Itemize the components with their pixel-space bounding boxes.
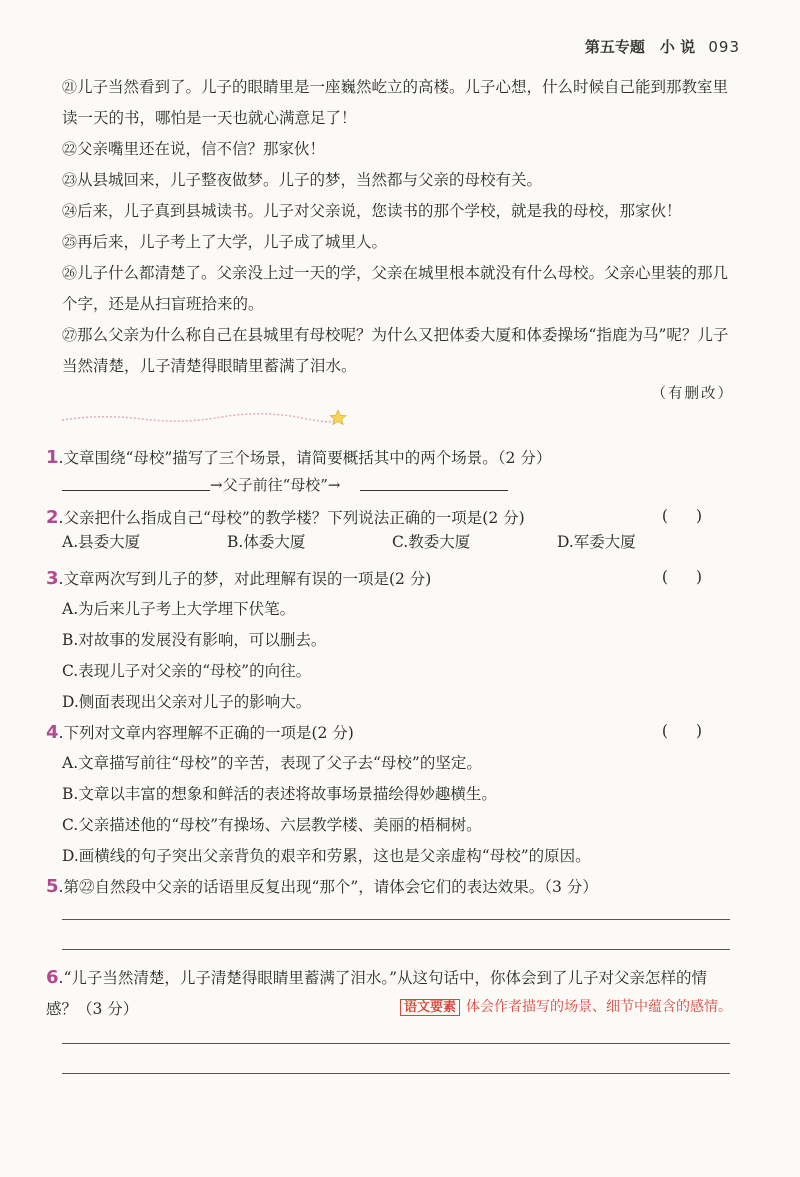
option-d[interactable]: D.画横线的句子突出父亲背负的艰辛和劳累，这也是父亲虚构“母校”的原因。 bbox=[62, 847, 591, 865]
option-d[interactable]: D.侧面表现出父亲对儿子的影响大。 bbox=[62, 693, 312, 711]
answer-line[interactable] bbox=[62, 1073, 730, 1074]
paragraph-text: 后来，儿子真到县城读书。儿子对父亲说，您读书的那个学校，就是我的母校，那家伙！ bbox=[77, 202, 682, 220]
question-number: 6 bbox=[46, 967, 59, 988]
option-c[interactable]: C.表现儿子对父亲的“母校”的向往。 bbox=[62, 662, 312, 680]
answer-paren[interactable]: () bbox=[661, 568, 730, 586]
paragraph-mark: ㉖ bbox=[62, 264, 78, 282]
passage-paragraph-24 bbox=[62, 196, 738, 227]
section-title: 第五专题 小 说 bbox=[584, 38, 696, 56]
answer-blank[interactable] bbox=[62, 490, 210, 491]
option-b[interactable]: B.文章以丰富的想象和鲜活的表述将故事场景描绘得妙趣横生。 bbox=[62, 785, 497, 803]
question-text: .第㉒自然段中父亲的话语里反复出现“那个”，请体会它们的表达效果。（3 分） bbox=[58, 878, 598, 896]
answer-paren[interactable]: () bbox=[661, 507, 730, 525]
tip-text: 体会作者描写的场景、细节中蕴含的感情。 bbox=[466, 999, 732, 1015]
option-b[interactable]: B.对故事的发展没有影响，可以删去。 bbox=[62, 631, 327, 649]
passage-paragraph-26 bbox=[62, 258, 738, 320]
paragraph-mark: ㉑ bbox=[62, 78, 78, 96]
paragraph-mark: ㉗ bbox=[62, 326, 78, 344]
passage-paragraph-21 bbox=[62, 72, 738, 134]
source-note: （有删改） bbox=[651, 386, 734, 402]
decorative-divider bbox=[62, 408, 352, 428]
option-a[interactable]: A.县委大厦 bbox=[62, 533, 141, 551]
question-number: 5 bbox=[46, 876, 59, 897]
passage-paragraph-25 bbox=[62, 227, 738, 258]
paragraph-text: 再后来，儿子考上了大学，儿子成了城里人。 bbox=[77, 233, 388, 251]
answer-line[interactable] bbox=[62, 919, 730, 920]
question-text: .文章围绕“母校”描写了三个场景，请简要概括其中的两个场景。（2 分） bbox=[58, 449, 552, 467]
paragraph-text: 儿子当然看到了。儿子的眼睛里是一座巍然屹立的高楼。儿子心想，什么时候自己能到那教室里读一天的书，哪怕是一天也就心满意足了！ bbox=[62, 78, 729, 127]
paragraph-text: 那么父亲为什么称自己在县城里有母校呢？为什么又把体委大厦和体委操场“指鹿为马”呢？儿子当然清楚，儿子清楚得眼睛里蓄满了泪水。 bbox=[62, 326, 729, 375]
star-icon bbox=[330, 410, 346, 425]
option-a[interactable]: A.文章描写前往“母校”的辛苦，表现了父子去“母校”的坚定。 bbox=[62, 754, 482, 772]
paragraph-mark: ㉔ bbox=[62, 202, 78, 220]
tip-tag: 语文要素 bbox=[400, 999, 460, 1016]
passage-paragraph-22 bbox=[62, 134, 738, 165]
answer-line[interactable] bbox=[62, 949, 730, 950]
option-c[interactable]: C.父亲描述他的“母校”有操场、六层教学楼、美丽的梧桐树。 bbox=[62, 816, 482, 834]
question-3 bbox=[46, 563, 736, 595]
paragraph-mark: ㉓ bbox=[62, 171, 78, 189]
question-text: .父亲把什么指成自己“母校”的教学楼？下列说法正确的一项是(2 分) bbox=[58, 509, 525, 527]
question-text: .下列对文章内容理解不正确的一项是(2 分) bbox=[58, 724, 354, 742]
paragraph-text: 儿子什么都清楚了。父亲没上过一天的学，父亲在城里根本就没有什么母校。父亲心里装的那几个字，还是从扫盲班拾来的。 bbox=[62, 264, 729, 313]
option-d[interactable]: D.军委大厦 bbox=[557, 533, 636, 551]
question-1 bbox=[46, 442, 736, 474]
option-c[interactable]: C.教委大厦 bbox=[392, 533, 471, 551]
question-5 bbox=[46, 871, 736, 903]
question-number: 4 bbox=[46, 722, 59, 743]
paragraph-mark: ㉕ bbox=[62, 233, 78, 251]
passage-paragraph-23 bbox=[62, 165, 738, 196]
scene-fill-row bbox=[62, 472, 522, 494]
question-number: 3 bbox=[46, 568, 59, 589]
paragraph-mark: ㉒ bbox=[62, 140, 78, 158]
question-number: 1 bbox=[46, 447, 59, 468]
question-text: .文章两次写到儿子的梦，对此理解有误的一项是(2 分) bbox=[58, 570, 432, 588]
paragraph-text: 从县城回来，儿子整夜做梦。儿子的梦，当然都与父亲的母校有关。 bbox=[77, 171, 543, 189]
paragraph-text: 父亲嘴里还在说，信不信？那家伙！ bbox=[77, 140, 326, 158]
option-a[interactable]: A.为后来儿子考上大学埋下伏笔。 bbox=[62, 600, 296, 618]
answer-line[interactable] bbox=[62, 1043, 730, 1044]
skill-tip bbox=[400, 996, 732, 1016]
page-header bbox=[585, 36, 740, 57]
answer-blank[interactable] bbox=[360, 490, 508, 491]
question-number: 2 bbox=[46, 507, 59, 528]
answer-paren[interactable]: () bbox=[661, 722, 730, 740]
question-text: .“儿子当然清楚，儿子清楚得眼睛里蓄满了泪水。”从这句话中，你体会到了儿子对父亲怎样的情感？（3 分） bbox=[46, 969, 708, 1018]
option-b[interactable]: B.体委大厦 bbox=[227, 533, 306, 551]
middle-scene: →父子前往“母校”→ bbox=[210, 476, 341, 494]
passage-paragraph-27 bbox=[62, 320, 738, 382]
question-4 bbox=[46, 717, 736, 749]
page-number: 093 bbox=[708, 38, 740, 56]
